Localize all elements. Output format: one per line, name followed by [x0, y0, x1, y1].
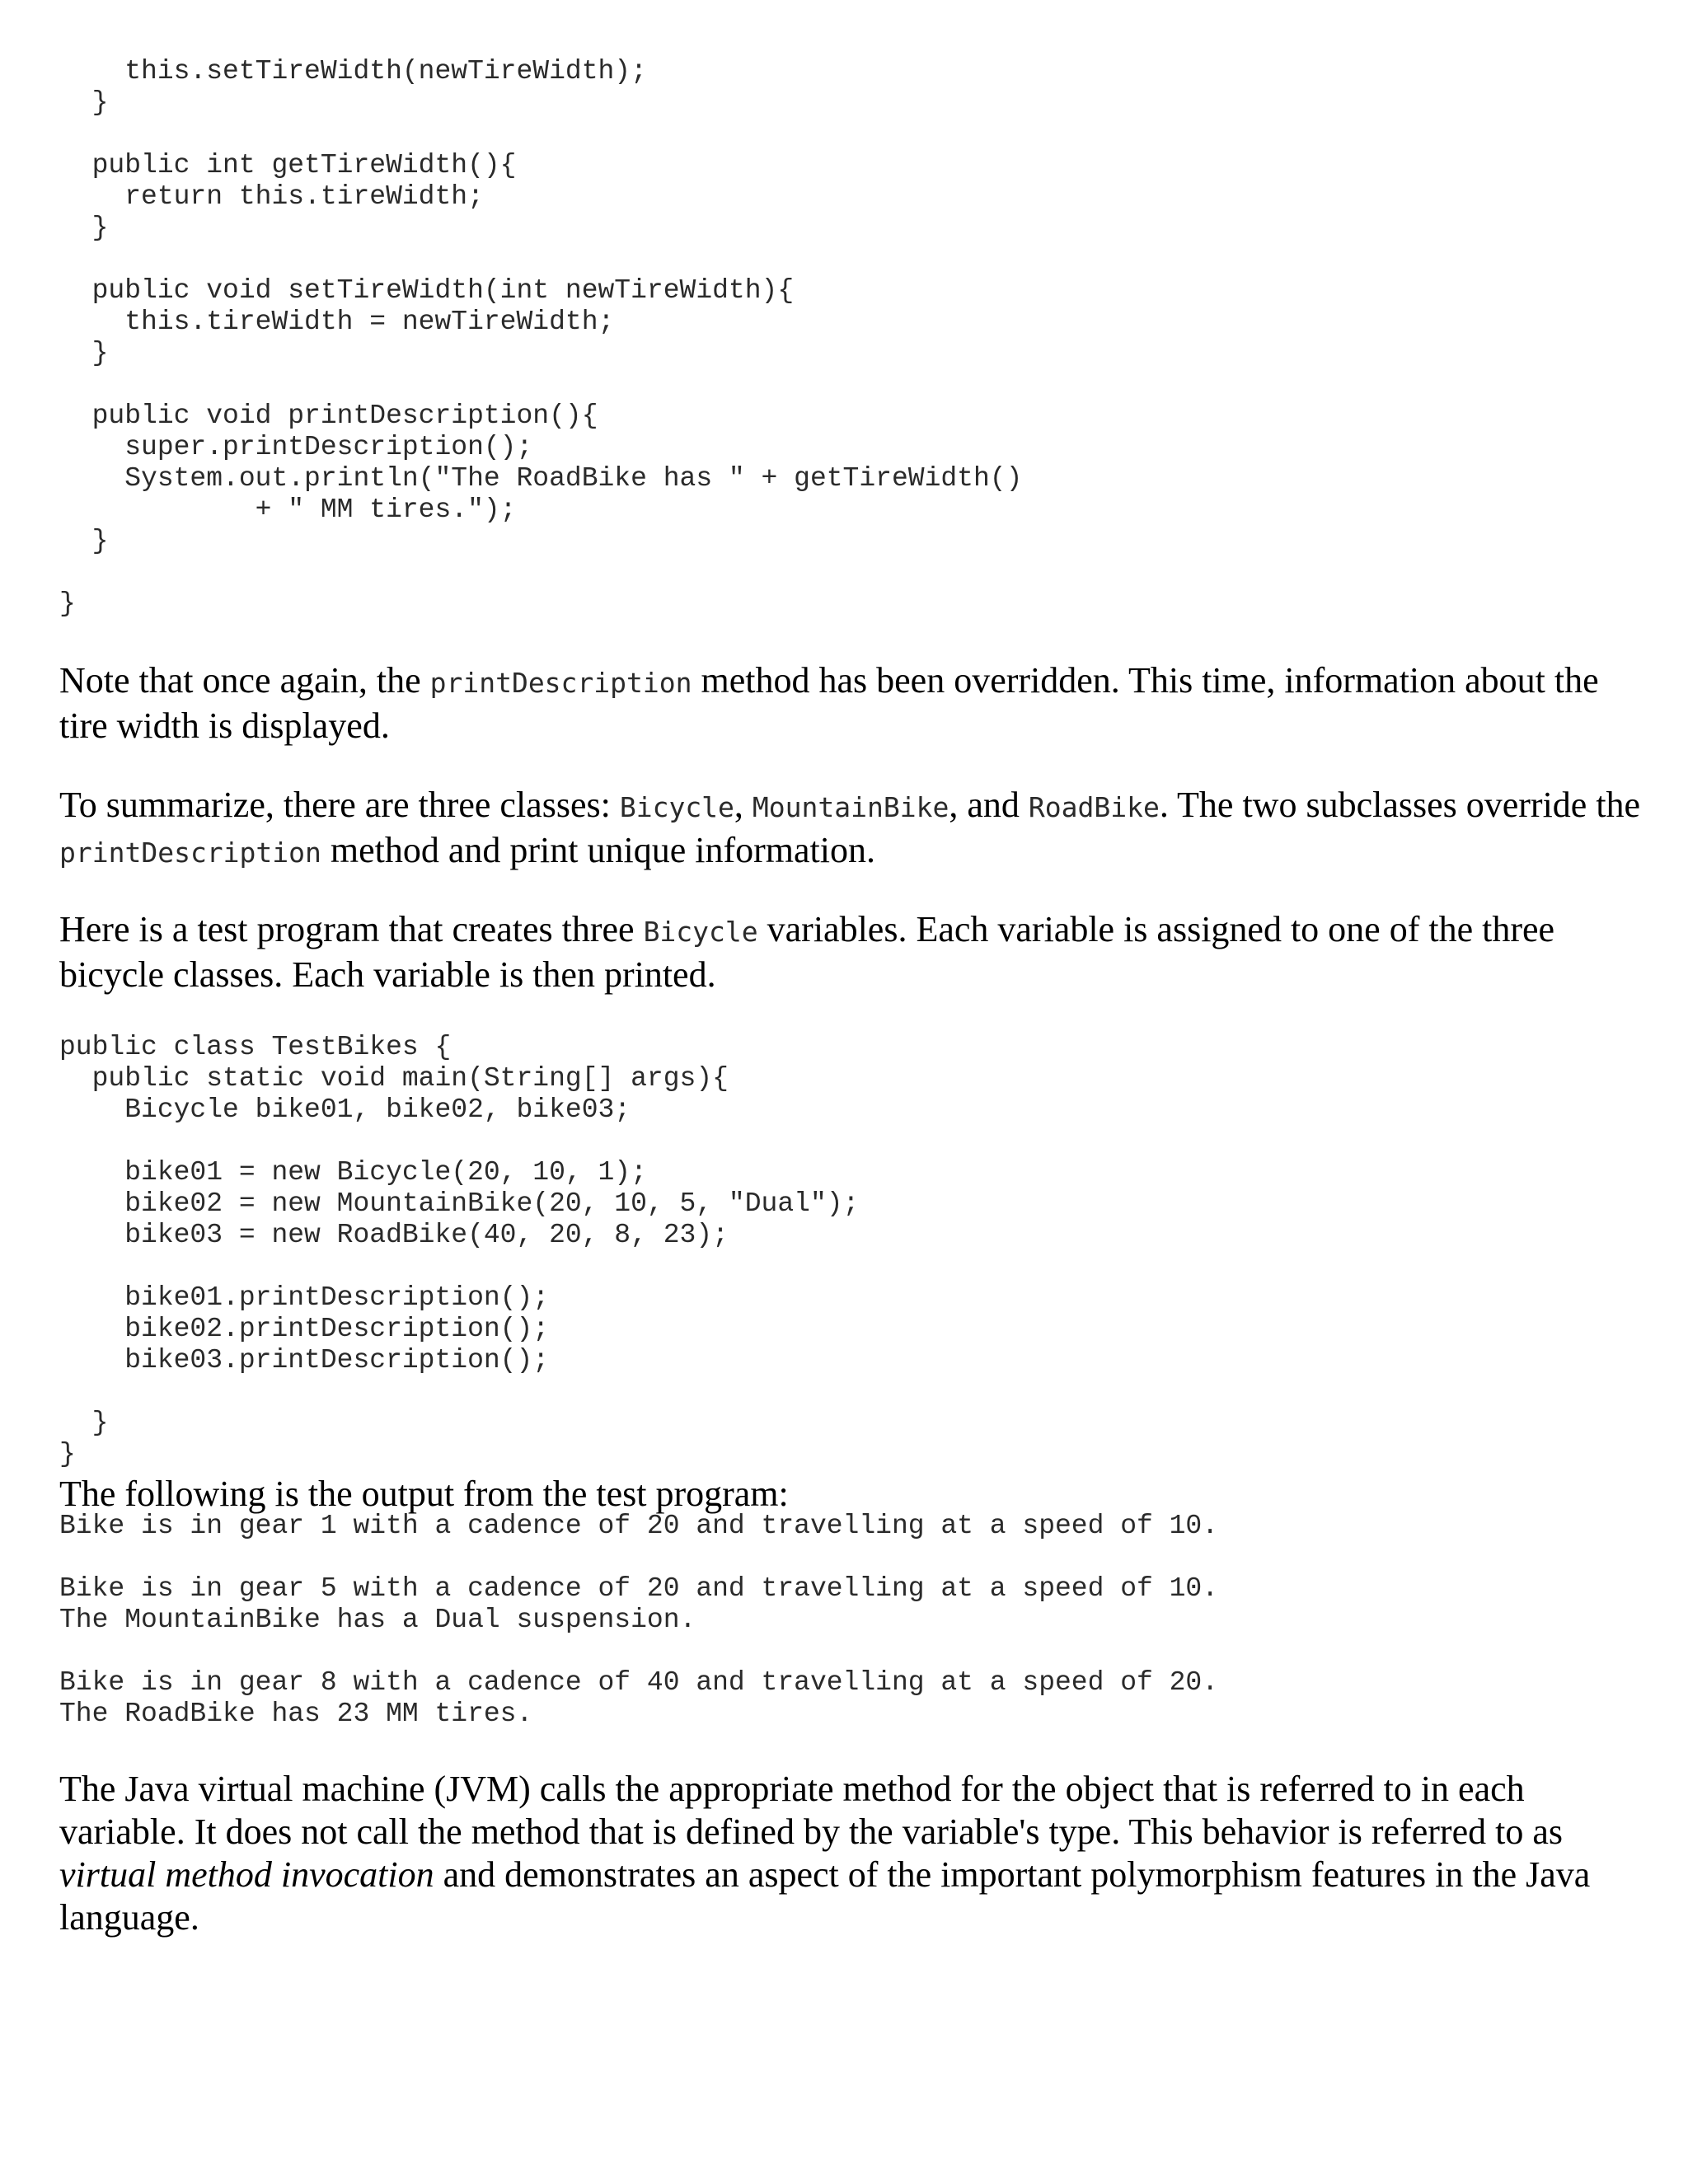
- paragraph-jvm-explanation: [59, 1768, 1642, 1939]
- code-line: public static void main(String[] args){: [59, 1063, 729, 1094]
- paragraph-override-note: [59, 659, 1642, 748]
- code-line: public void printDescription(){: [59, 401, 598, 431]
- code-block-testbikes: [59, 1032, 859, 1470]
- code-line: bike01 = new Bicycle(20, 10, 1);: [59, 1157, 647, 1188]
- paragraph-text: Here is a test program that creates three: [59, 909, 644, 949]
- code-block-program-output: [59, 1511, 1218, 1730]
- inline-code: MountainBike: [752, 791, 950, 823]
- paragraph-text: , and: [949, 785, 1029, 825]
- code-line: }: [59, 338, 109, 368]
- inline-code: printDescription: [59, 837, 321, 869]
- inline-code: RoadBike: [1028, 791, 1160, 823]
- inline-code: Bicycle: [619, 791, 734, 823]
- paragraph-test-intro: [59, 908, 1642, 996]
- code-line: bike02 = new MountainBike(20, 10, 5, "Dual");: [59, 1188, 860, 1219]
- output-line: Bike is in gear 8 with a cadence of 40 and travelling at a speed of 20.: [59, 1667, 1219, 1698]
- code-line: }: [59, 87, 109, 118]
- code-block-roadbike-methods: [59, 56, 1022, 620]
- paragraph-text: method and print unique information.: [321, 830, 875, 870]
- paragraph-text: and demonstrates an aspect of the important polymorphism features in the Java language.: [59, 1854, 1591, 1938]
- paragraph-text: ,: [734, 785, 753, 825]
- code-line: return this.tireWidth;: [59, 181, 484, 212]
- code-line: public void setTireWidth(int newTireWidth){: [59, 275, 795, 306]
- code-line: }: [59, 588, 76, 619]
- code-line: public class TestBikes {: [59, 1032, 452, 1062]
- code-line: System.out.println("The RoadBike has " + getTireWidth(): [59, 463, 1023, 494]
- code-line: public int getTireWidth(){: [59, 150, 517, 180]
- code-line: bike03.printDescription();: [59, 1345, 550, 1376]
- paragraph-text: . The two subclasses override the: [1159, 785, 1641, 825]
- paragraph-output-heading: [59, 1473, 1642, 1516]
- code-line: super.printDescription();: [59, 432, 533, 462]
- code-line: bike01.printDescription();: [59, 1282, 550, 1313]
- code-line: + " MM tires.");: [59, 494, 517, 525]
- paragraph-text: The following is the output from the test program:: [59, 1474, 789, 1514]
- output-line: Bike is in gear 5 with a cadence of 20 and travelling at a speed of 10.: [59, 1573, 1219, 1604]
- paragraph-text: variables. Each variable is assigned to one of the three bicycle classes. Each variable is then printed.: [59, 909, 1555, 995]
- inline-code: Bicycle: [643, 916, 758, 948]
- code-line: }: [59, 1408, 109, 1438]
- italic-term: virtual method invocation: [59, 1854, 434, 1895]
- code-line: bike03 = new RoadBike(40, 20, 8, 23);: [59, 1220, 729, 1250]
- code-line: this.tireWidth = newTireWidth;: [59, 307, 615, 337]
- paragraph-text: The Java virtual machine (JVM) calls the appropriate method for the object that is referred to in each variable. It does not call the method that is defined by the variable's type. This behavior is referred to as: [59, 1769, 1563, 1852]
- inline-code: printDescription: [429, 667, 692, 699]
- paragraph-summary: [59, 784, 1642, 874]
- code-line: this.setTireWidth(newTireWidth);: [59, 56, 647, 87]
- paragraph-text: method has been overridden. This time, information about the tire width is displayed.: [59, 660, 1599, 746]
- code-line: }: [59, 526, 109, 556]
- code-line: Bicycle bike01, bike02, bike03;: [59, 1094, 631, 1125]
- code-line: }: [59, 213, 109, 243]
- output-line: The RoadBike has 23 MM tires.: [59, 1699, 533, 1729]
- output-line: Bike is in gear 1 with a cadence of 20 and travelling at a speed of 10.: [59, 1511, 1219, 1541]
- code-line: bike02.printDescription();: [59, 1314, 550, 1344]
- output-line: The MountainBike has a Dual suspension.: [59, 1605, 696, 1635]
- paragraph-text: Note that once again, the: [59, 660, 430, 701]
- code-line: }: [59, 1439, 76, 1469]
- paragraph-text: To summarize, there are three classes:: [59, 785, 620, 825]
